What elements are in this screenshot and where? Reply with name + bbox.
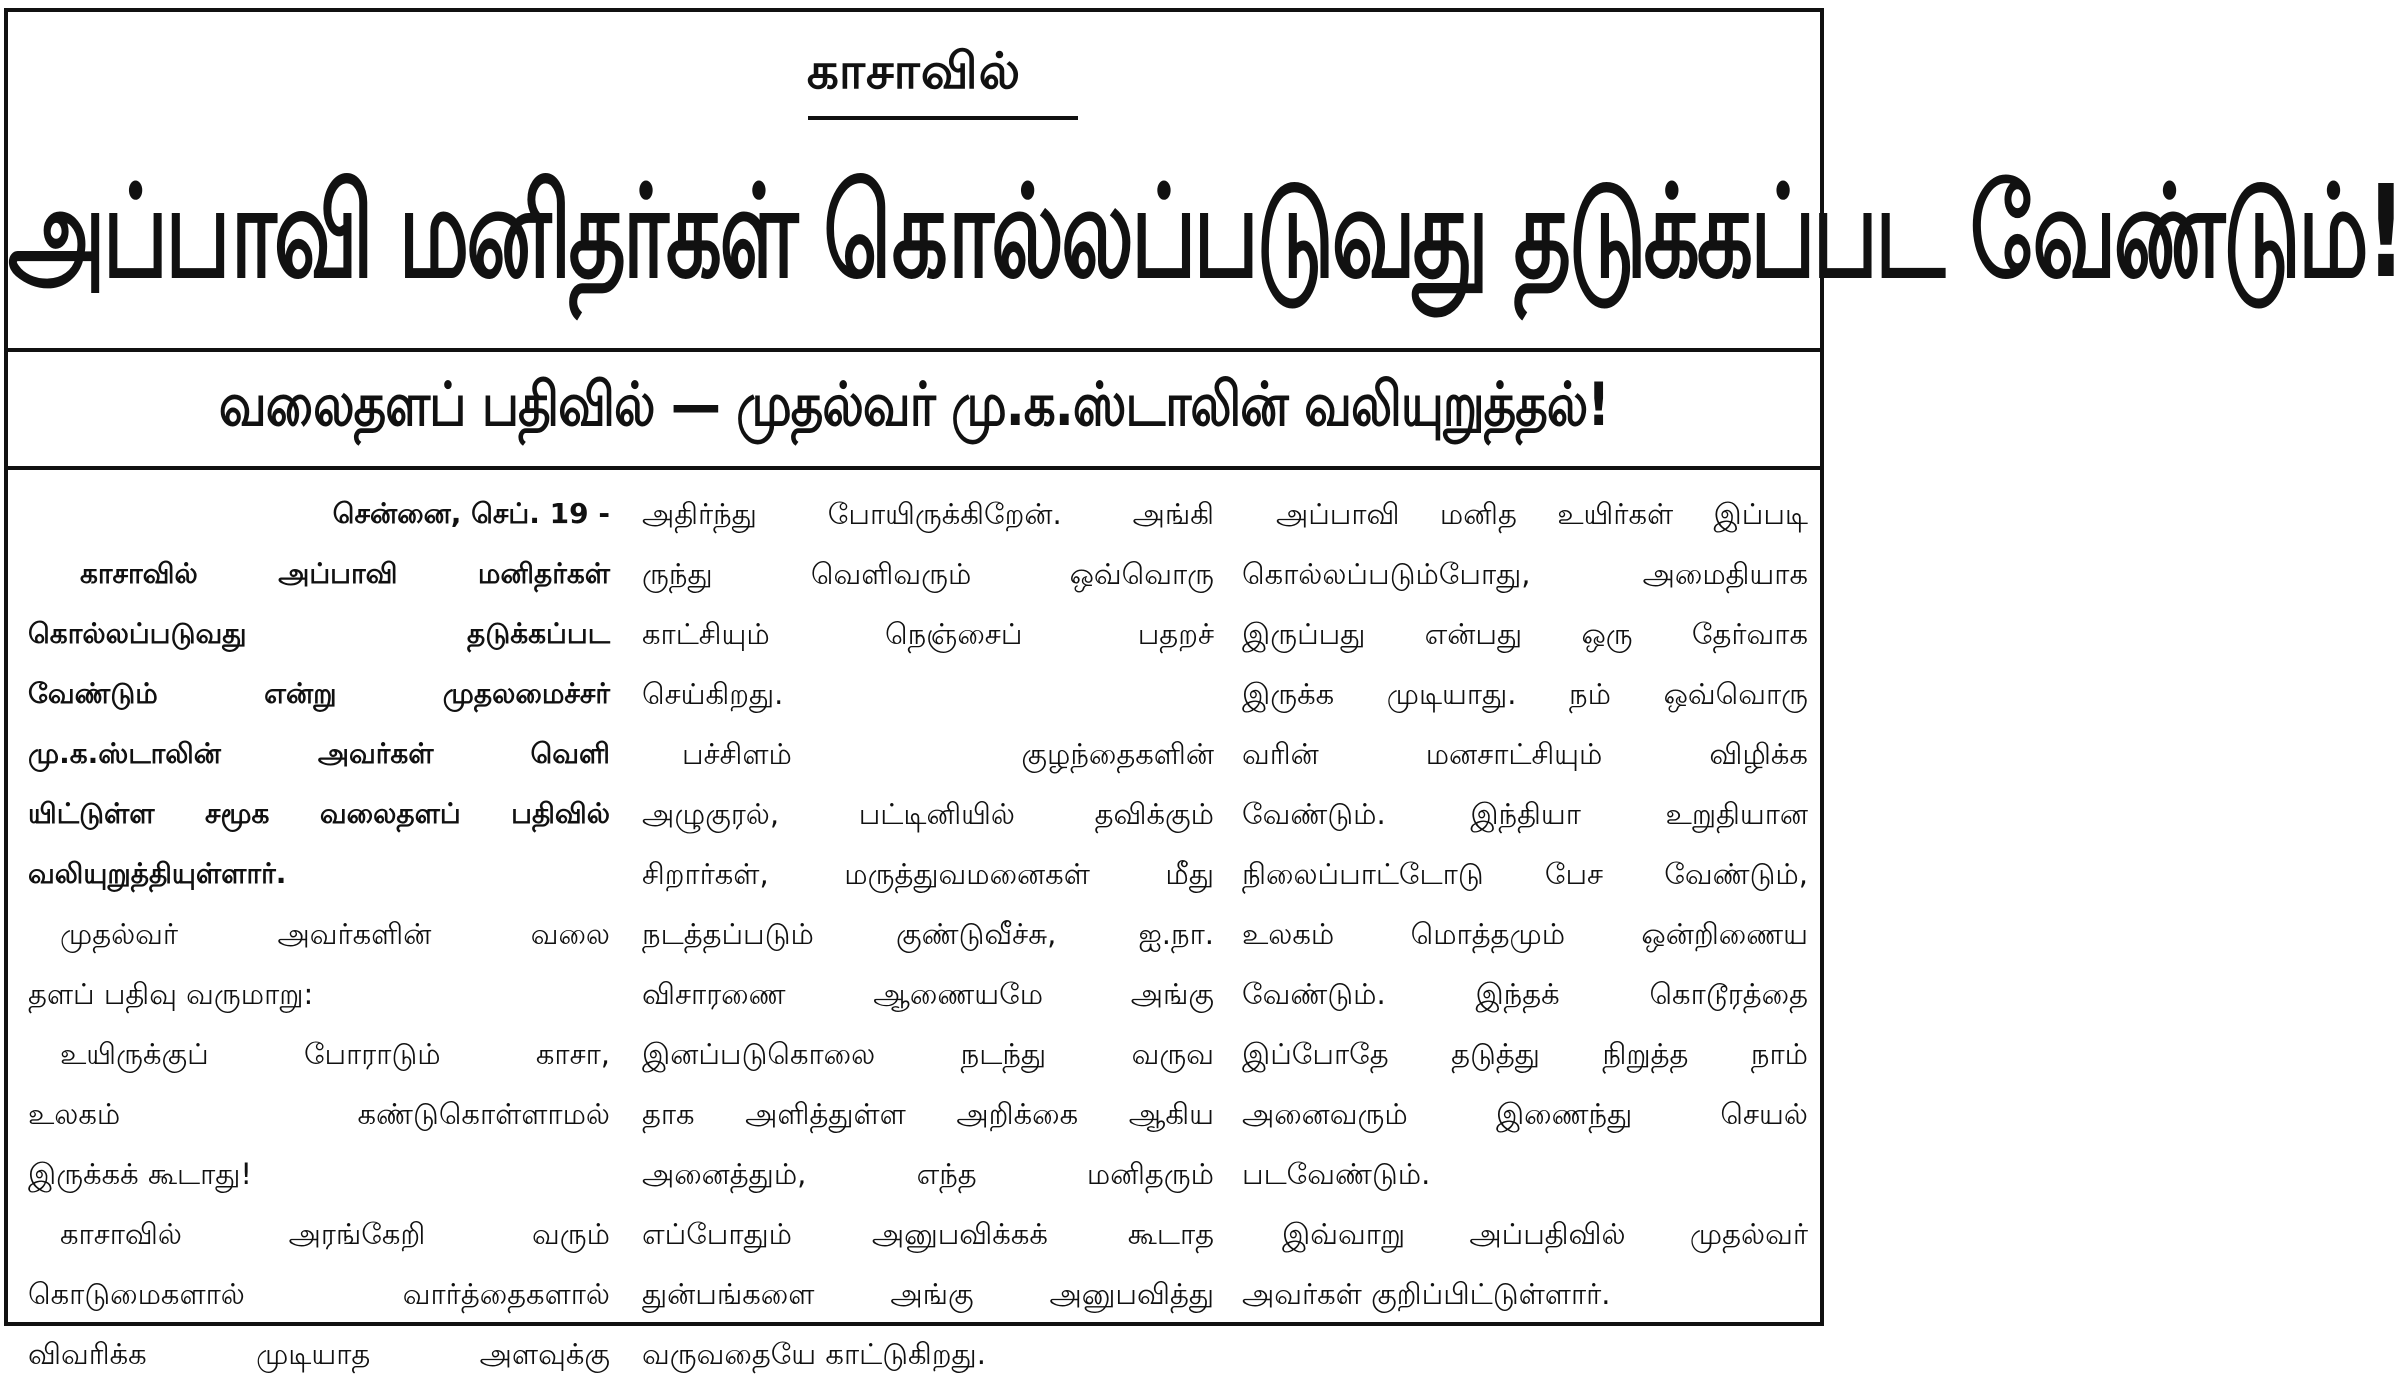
- text-line: உலகம் மொத்தமும் ஒன்றிணைய: [1242, 917, 1808, 951]
- text-line: தளப் பதிவு வருமாறு:: [28, 977, 314, 1011]
- text-line: வரின் மனசாட்சியும் விழிக்க: [1242, 737, 1808, 771]
- text-line: வலியுறுத்தியுள்ளார்.: [28, 857, 287, 890]
- text-line: வருவதையே காட்டுகிறது.: [642, 1337, 986, 1371]
- kicker-headline: காசாவில்: [806, 42, 1022, 100]
- article-column-2: [642, 484, 1214, 1371]
- paragraph: [642, 724, 1214, 1384]
- text-line: வேண்டும். இந்தக் கொடூரத்தை: [1242, 977, 1808, 1011]
- article-column-1: [28, 484, 610, 1371]
- text-line: விசாரணை ஆணையமே அங்கு: [642, 977, 1214, 1011]
- text-line: படவேண்டும்.: [1242, 1157, 1431, 1191]
- text-line: மு.க.ஸ்டாலின் அவர்கள் வெளி: [28, 737, 610, 770]
- main-headline: அப்பாவி மனிதர்கள் கொல்லப்படுவது தடுக்கப்பட வேண்டும்!: [8, 157, 2403, 307]
- text-line: உலகம் கண்டுகொள்ளாமல்: [28, 1097, 610, 1131]
- paragraph: [1242, 1204, 1808, 1324]
- text-line: ருந்து வெளிவரும் ஒவ்வொரு: [642, 557, 1214, 591]
- text-line: இனப்படுகொலை நடந்து வருவ: [642, 1037, 1214, 1071]
- text-line: காசாவில் அப்பாவி மனிதர்கள்: [80, 557, 610, 590]
- text-line: முதல்வர் அவர்களின் வலை: [60, 917, 610, 951]
- text-line: எப்போதும் அனுபவிக்கக் கூடாத: [642, 1217, 1214, 1251]
- text-line: கொல்லப்படும்போது, அமைதியாக: [1242, 557, 1808, 591]
- news-clipping: [4, 8, 2403, 1371]
- text-line: இருப்பது என்பது ஒரு தேர்வாக: [1242, 617, 1808, 651]
- text-line: சிறார்கள், மருத்துவமனைகள் மீது: [642, 857, 1214, 891]
- text-line: வேண்டும் என்று முதலமைச்சர்: [28, 677, 610, 710]
- text-line: அப்பாவி மனித உயிர்கள் இப்படி: [1276, 497, 1808, 531]
- headline-section: [8, 12, 2403, 352]
- text-line: அவர்கள் குறிப்பிட்டுள்ளார்.: [1242, 1277, 1611, 1311]
- subheadline: வலைதளப் பதிவில் — முதல்வர் மு.க.ஸ்டாலின் வலியுறுத்தல்!: [218, 370, 1610, 440]
- paragraph: [28, 904, 610, 1024]
- text-line: நிலைப்பாட்டோடு பேச வேண்டும்,: [1242, 857, 1808, 891]
- text-line: காட்சியும் நெஞ்சைப் பதறச்: [642, 617, 1214, 651]
- paragraph: [28, 1024, 610, 1204]
- lead-paragraph: [28, 544, 610, 904]
- kicker-underline: [808, 116, 1078, 120]
- text-line: விவரிக்க முடியாத அளவுக்கு: [28, 1337, 610, 1371]
- text-line: யிட்டுள்ள சமூக வலைதளப் பதிவில்: [28, 797, 610, 830]
- text-line: காசாவில் அரங்கேறி வரும்: [60, 1217, 610, 1251]
- article-body: [8, 470, 1820, 1371]
- text-line: தாக அளித்துள்ள அறிக்கை ஆகிய: [642, 1097, 1214, 1131]
- text-line: இப்போதே தடுத்து நிறுத்த நாம்: [1242, 1037, 1808, 1071]
- text-line: அனைவரும் இணைந்து செயல்: [1242, 1097, 1808, 1131]
- text-line: கொடுமைகளால் வார்த்தைகளால்: [28, 1277, 610, 1311]
- article-column-3: [1242, 484, 1808, 1312]
- paragraph: [642, 484, 1214, 724]
- text-line: நடத்தப்படும் குண்டுவீச்சு, ஐ.நா.: [642, 917, 1214, 951]
- dateline: சென்னை, செப். 19 -: [332, 497, 610, 530]
- text-line: அனைத்தும், எந்த மனிதரும்: [642, 1157, 1214, 1191]
- paragraph: [28, 1204, 610, 1384]
- text-line: அழுகுரல், பட்டினியில் தவிக்கும்: [642, 797, 1214, 831]
- text-line: அதிர்ந்து போயிருக்கிறேன். அங்கி: [642, 497, 1214, 531]
- text-line: இவ்வாறு அப்பதிவில் முதல்வர்: [1282, 1217, 1808, 1251]
- text-line: துன்பங்களை அங்கு அனுபவித்து: [642, 1277, 1214, 1311]
- text-line: இருக்கக் கூடாது!: [28, 1157, 253, 1191]
- text-line: வேண்டும். இந்தியா உறுதியான: [1242, 797, 1808, 831]
- paragraph: [1242, 484, 1808, 1204]
- text-line: கொல்லப்படுவது தடுக்கப்பட: [28, 617, 610, 650]
- text-line: உயிருக்குப் போராடும் காசா,: [60, 1037, 610, 1071]
- text-line: இருக்க முடியாது. நம் ஒவ்வொரு: [1242, 677, 1808, 711]
- text-line: பச்சிளம் குழந்தைகளின்: [682, 737, 1214, 771]
- subheadline-section: [8, 348, 1820, 470]
- text-line: செய்கிறது.: [642, 677, 784, 711]
